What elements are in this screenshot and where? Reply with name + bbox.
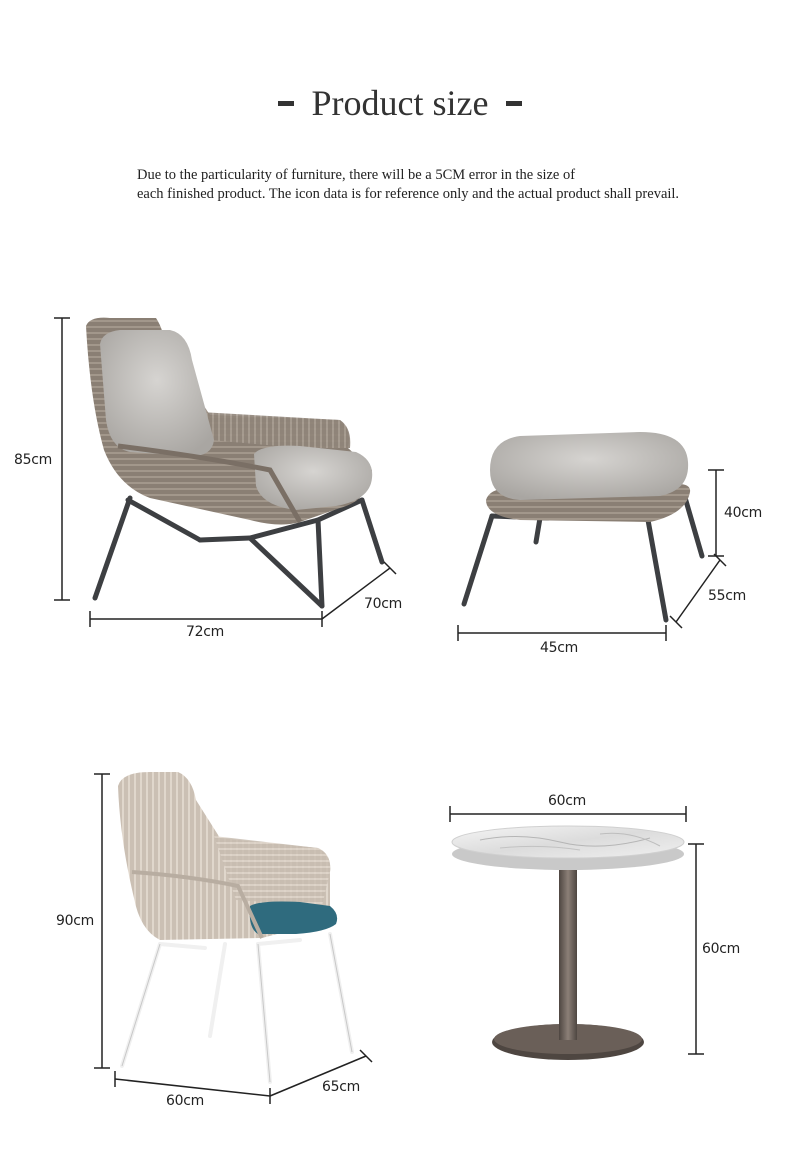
ottoman-width-label: 45cm bbox=[540, 640, 578, 656]
table-height-label: 60cm bbox=[702, 941, 740, 957]
lounge-chair-illustration bbox=[86, 318, 382, 606]
ottoman-illustration bbox=[464, 432, 702, 620]
title-text: Product size bbox=[311, 83, 489, 123]
ottoman-height-label: 40cm bbox=[724, 505, 762, 521]
notice-line-1: Due to the particularity of furniture, there will be a 5CM error in the size of bbox=[137, 167, 576, 183]
dining-chair-depth-label: 65cm bbox=[322, 1079, 360, 1095]
lounge-chair-width-label: 72cm bbox=[186, 624, 224, 640]
dining-chair-width-label: 60cm bbox=[166, 1093, 204, 1109]
lounge-chair-height-label: 85cm bbox=[14, 452, 52, 468]
dining-chair-illustration bbox=[118, 772, 352, 1082]
lounge-chair-depth-label: 70cm bbox=[364, 596, 402, 612]
notice-line-2: each finished product. The icon data is for reference only and the actual product shall prevail. bbox=[137, 186, 680, 202]
table-diameter-label: 60cm bbox=[548, 793, 586, 809]
side-table-illustration bbox=[452, 826, 684, 1060]
ottoman-depth-label: 55cm bbox=[708, 588, 746, 604]
dining-chair-height-label: 90cm bbox=[56, 913, 94, 929]
